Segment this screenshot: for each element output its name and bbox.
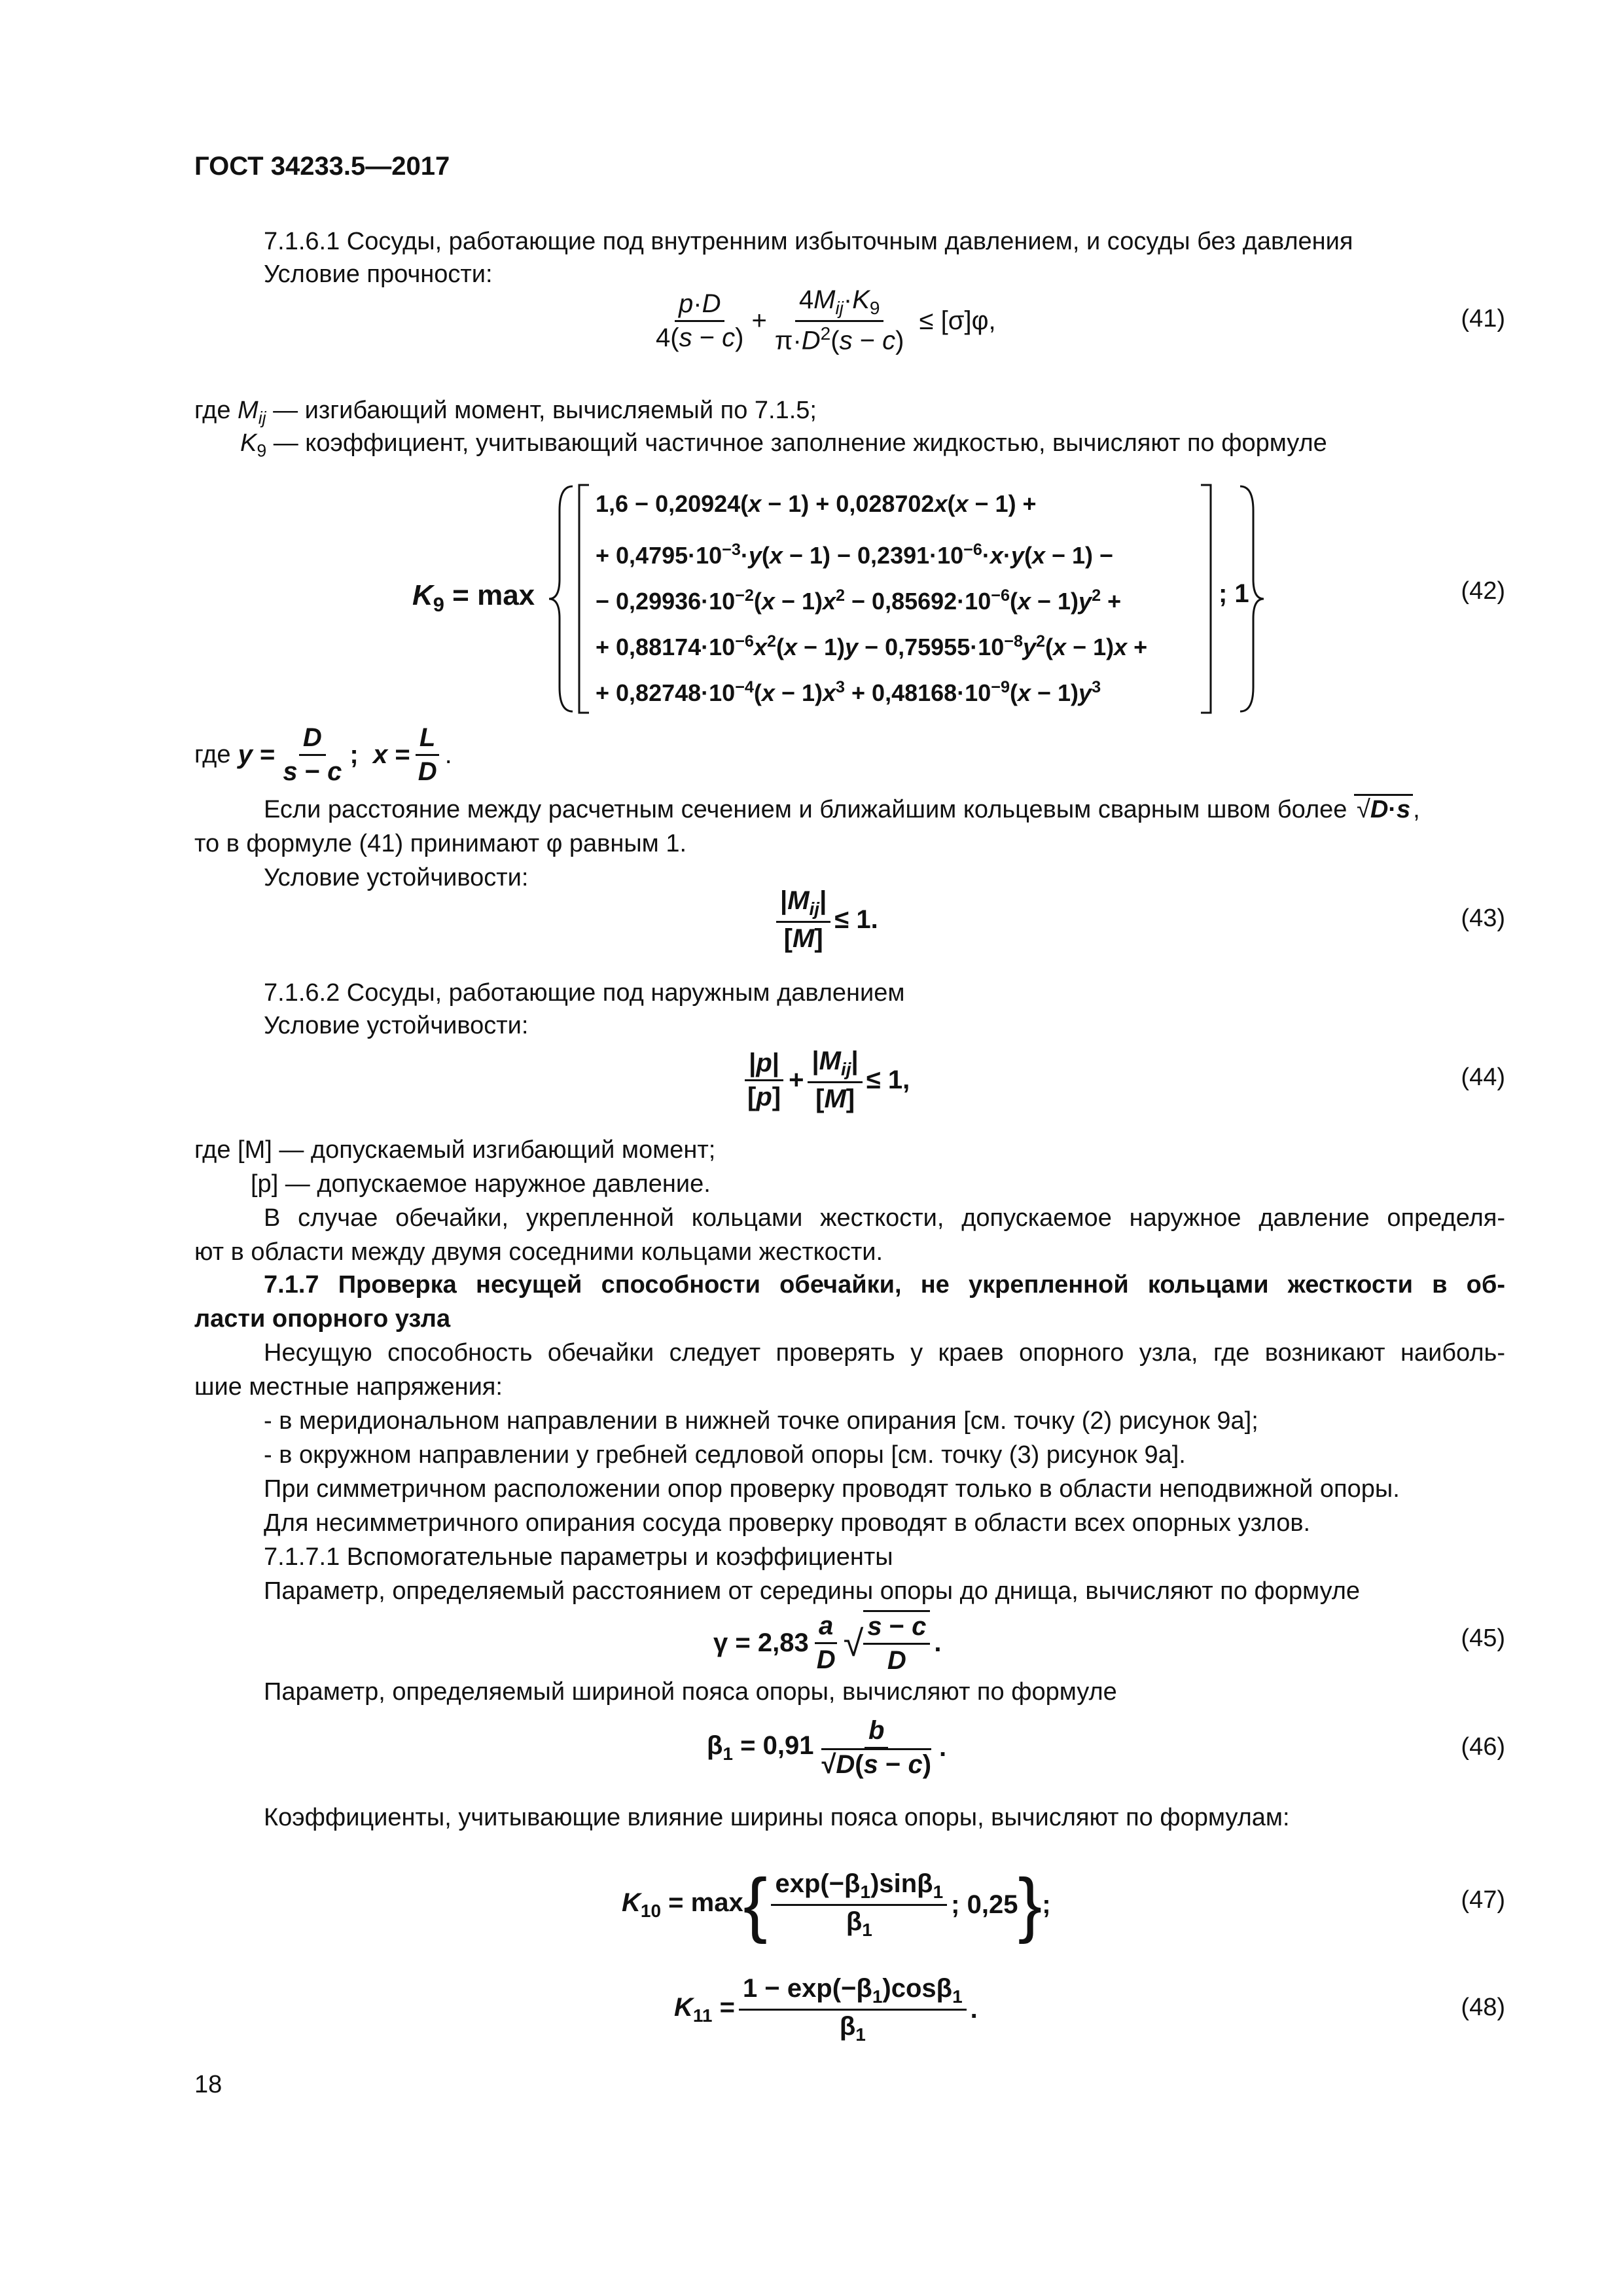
where-p-line: [p] — допускаемое наружное давление. bbox=[251, 1170, 711, 1198]
equation-number-43: (43) bbox=[1461, 905, 1505, 932]
formula-44: $\frac{|p|}{[p]}$ + $\frac{|M_{ij}|}{[M]}$ ≤ 1, bbox=[740, 1034, 910, 1126]
k9-row-3: − $0,29936\cdot 10^{-2}(x - 1)x^2 - 0,85692\cdot 10^{-6}(x - 1)y^2$ + bbox=[596, 586, 1122, 615]
formula-48: $K_{11}$ = $\frac{1 - \exp(-\beta_1)\cos\beta_1}{\beta_1}$ . bbox=[674, 1973, 978, 2045]
stability-condition-label-2: Условие устойчивости: bbox=[264, 1012, 529, 1039]
section-7-1-6-2-title: 7.1.6.2 Сосуды, работающие под наружным давлением bbox=[264, 979, 905, 1007]
formula-47: $K_{10} = \max$ { $\frac{\exp(-\beta_1)\sin\beta_1}{\beta_1}$ ; 0,25 } ; bbox=[622, 1864, 1051, 1945]
equation-number-44: (44) bbox=[1461, 1064, 1505, 1091]
section-7-1-6-1-title: 7.1.6.1 Сосуды, работающие под внутренним избыточным давлением, и сосуды без давления bbox=[264, 228, 1353, 255]
symmetric-support-line: При симметричном расположении опор проверку проводят только в области неподвижной опоры. bbox=[264, 1475, 1400, 1503]
ring-line-1: В случае обечайки, укрепленной кольцами жесткости, допускаемое наружное давление определя- bbox=[264, 1204, 1505, 1232]
k9-row-2: + $0,4795\cdot 10^{-3}\cdot y(x - 1) - 0,2391\cdot 10^{-6}\cdot x\cdot y(x - 1)$ − bbox=[596, 541, 1114, 569]
section-7-1-7-title-line-1: 7.1.7 Проверка несущей способности обечайки, не укрепленной кольцами жесткости в об- bbox=[264, 1271, 1505, 1299]
bullet-circumferential: - в окружном направлении у гребней седловой опоры [см. точку (3) рисунок 9а]. bbox=[264, 1441, 1186, 1469]
where-mij-line: где $M_{ij}$ — изгибающий момент, вычисляемый по 7.1.5; bbox=[194, 397, 817, 428]
k9-label: $K_9 = \max$ bbox=[412, 579, 535, 616]
check-line-1: Несущую способность обечайки следует проверять у краев опорного узла, где возникают наиболь- bbox=[264, 1339, 1505, 1367]
k9-row-1: 1,6 − 0,20924(x − 1) + 0,028702x(x − 1) + bbox=[596, 490, 1037, 517]
formula-45: γ = 2,83 $\frac{a}{D}$ √ $\frac{s - c}{D}$ . bbox=[713, 1611, 942, 1675]
equation-number-48: (48) bbox=[1461, 1994, 1505, 2021]
where-k9-line: $K_9$ — коэффициент, учитывающий частичное заполнение жидкостью, вычисляют по формуле bbox=[240, 429, 1327, 461]
distance-line-1: Если расстояние между расчетным сечением и ближайшим кольцевым сварным швом более √D·s , bbox=[264, 792, 1420, 827]
k9-row-4: + $0,88174\cdot 10^{-6}x^2(x - 1)y - 0,75955\cdot 10^{-8}y^2(x - 1)x$ + bbox=[596, 632, 1148, 660]
check-line-2: шие местные напряжения: bbox=[194, 1373, 503, 1401]
param-gamma-line: Параметр, определяемый расстоянием от середины опоры до днища, вычисляют по формуле bbox=[264, 1577, 1361, 1605]
equation-number-45: (45) bbox=[1461, 1624, 1505, 1652]
k9-row-5: + $0,82748\cdot 10^{-4}(x - 1)x^3 + 0,48168\cdot 10^{-9}(x - 1)y^3$ bbox=[596, 678, 1101, 706]
page-number: 18 bbox=[194, 2071, 223, 2098]
equation-number-41: (41) bbox=[1461, 305, 1505, 332]
stability-condition-label-1: Условие устойчивости: bbox=[264, 864, 529, 891]
formula-43: $\frac{|M_{ij}|}{[M]}$ ≤ 1. bbox=[772, 874, 878, 965]
bullet-meridional: - в меридиональном направлении в нижней точке опирания [см. точку (2) рисунок 9а]; bbox=[264, 1407, 1258, 1435]
coefficients-line: Коэффициенты, учитывающие влияние ширины пояса опоры, вычисляют по формулам: bbox=[264, 1804, 1290, 1831]
distance-line-2: то в формуле (41) принимают φ равным 1. bbox=[194, 830, 687, 857]
where-y-x-formula: где y = $\frac{D}{s - c}$ ; x = $\frac{L}{D}$ . bbox=[194, 723, 452, 786]
formula-46: $\beta_1 = 0,91$ $\frac{b}{√D(s - c)}$ . bbox=[707, 1715, 947, 1779]
where-m-line: где [M] — допускаемый изгибающий момент; bbox=[194, 1136, 716, 1164]
asymmetric-support-line: Для несимметричного опирания сосуда проверку проводят в области всех опорных узлов. bbox=[264, 1509, 1311, 1537]
equation-number-42: (42) bbox=[1461, 577, 1505, 605]
formula-42 bbox=[412, 481, 1250, 717]
equation-number-46: (46) bbox=[1461, 1733, 1505, 1761]
ring-line-2: ют в области между двумя соседними кольцами жесткости. bbox=[194, 1238, 883, 1266]
formula-41: $\frac{p\cdot D}{4(s - c)}$ + $\frac{4M_{ij}\cdot K_9}{\pi\cdot D^2(s - c)}$ ≤ [σ]φ, bbox=[656, 285, 996, 355]
strength-condition-label: Условие прочности: bbox=[264, 260, 493, 288]
equation-number-47: (47) bbox=[1461, 1886, 1505, 1914]
document-standard-header: ГОСТ 34233.5—2017 bbox=[194, 152, 450, 181]
k9-second-arg: ; 1 bbox=[1219, 579, 1249, 608]
param-beta-line: Параметр, определяемый шириной пояса опоры, вычисляют по формуле bbox=[264, 1678, 1117, 1706]
section-7-1-7-title-line-2: ласти опорного узла bbox=[194, 1305, 451, 1333]
section-7-1-7-1-title: 7.1.7.1 Вспомогательные параметры и коэффициенты bbox=[264, 1543, 893, 1571]
